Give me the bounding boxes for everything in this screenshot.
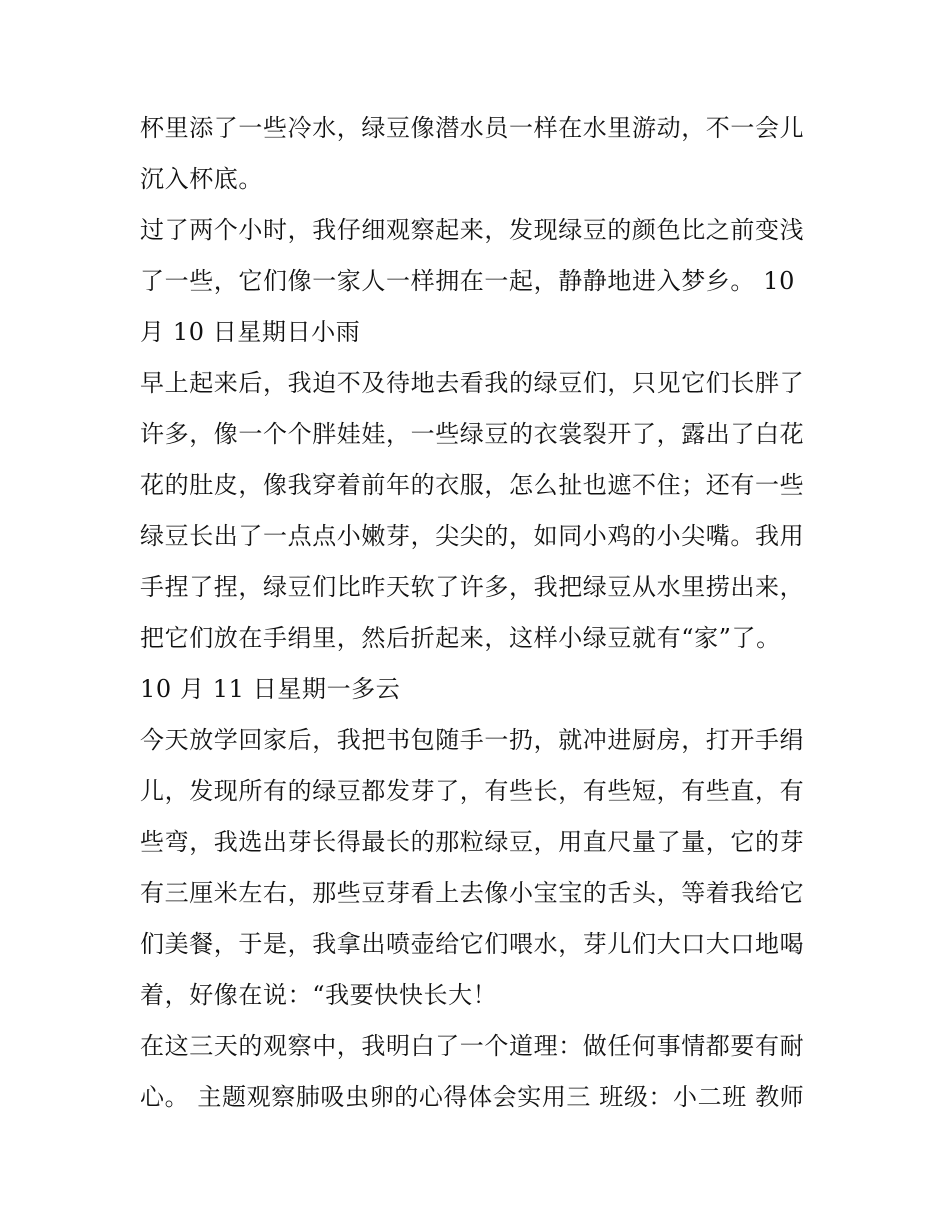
text-line-20: 心。 主题观察肺吸虫卵的心得体会实用三 班级：小二班 教师 — [140, 1083, 805, 1111]
text-line-9: 绿豆长出了一点点小嫩芽，尖尖的，如同小鸡的小尖嘴。我用 — [140, 522, 805, 550]
text-line-19: 在这三天的观察中，我明白了一个道理：做任何事情都要有耐 — [140, 1032, 805, 1060]
text-line-2: 沉入杯底。 — [140, 165, 263, 193]
text-line-14: 儿，发现所有的绿豆都发芽了，有些长，有些短，有些直，有 — [140, 777, 805, 805]
text-line-15: 些弯，我选出芽长得最长的那粒绿豆，用直尺量了量，它的芽 — [140, 828, 805, 856]
text-line-8: 花的肚皮，像我穿着前年的衣服，怎么扯也遮不住；还有一些 — [140, 471, 805, 499]
text-line-17: 们美餐，于是，我拿出喷壶给它们喂水，芽儿们大口大口地喝 — [140, 930, 805, 958]
text-line-6: 早上起来后，我迫不及待地去看我的绿豆们，只见它们长胖了 — [140, 369, 805, 397]
text-line-3: 过了两个小时，我仔细观察起来，发现绿豆的颜色比之前变浅 — [140, 216, 805, 244]
text-line-5: 月 10 日星期日小雨 — [140, 318, 361, 346]
text-line-10: 手捏了捏，绿豆们比昨天软了许多，我把绿豆从水里捞出来， — [140, 573, 805, 601]
text-line-1: 杯里添了一些冷水，绿豆像潜水员一样在水里游动，不一会儿 — [140, 114, 805, 142]
text-line-4: 了一些，它们像一家人一样拥在一起，静静地进入梦乡。 10 — [140, 267, 795, 295]
text-line-11: 把它们放在手绢里，然后折起来，这样小绿豆就有“家”了。 — [140, 624, 781, 652]
text-line-18: 着，好像在说：“我要快快长大！ — [140, 981, 498, 1009]
text-line-13: 今天放学回家后，我把书包随手一扔，就冲进厨房，打开手绢 — [140, 726, 805, 754]
text-line-7: 许多，像一个个胖娃娃，一些绿豆的衣裳裂开了，露出了白花 — [140, 420, 805, 448]
text-line-12: 10 月 11 日星期一多云 — [140, 675, 401, 703]
text-line-16: 有三厘米左右，那些豆芽看上去像小宝宝的舌头，等着我给它 — [140, 879, 805, 907]
